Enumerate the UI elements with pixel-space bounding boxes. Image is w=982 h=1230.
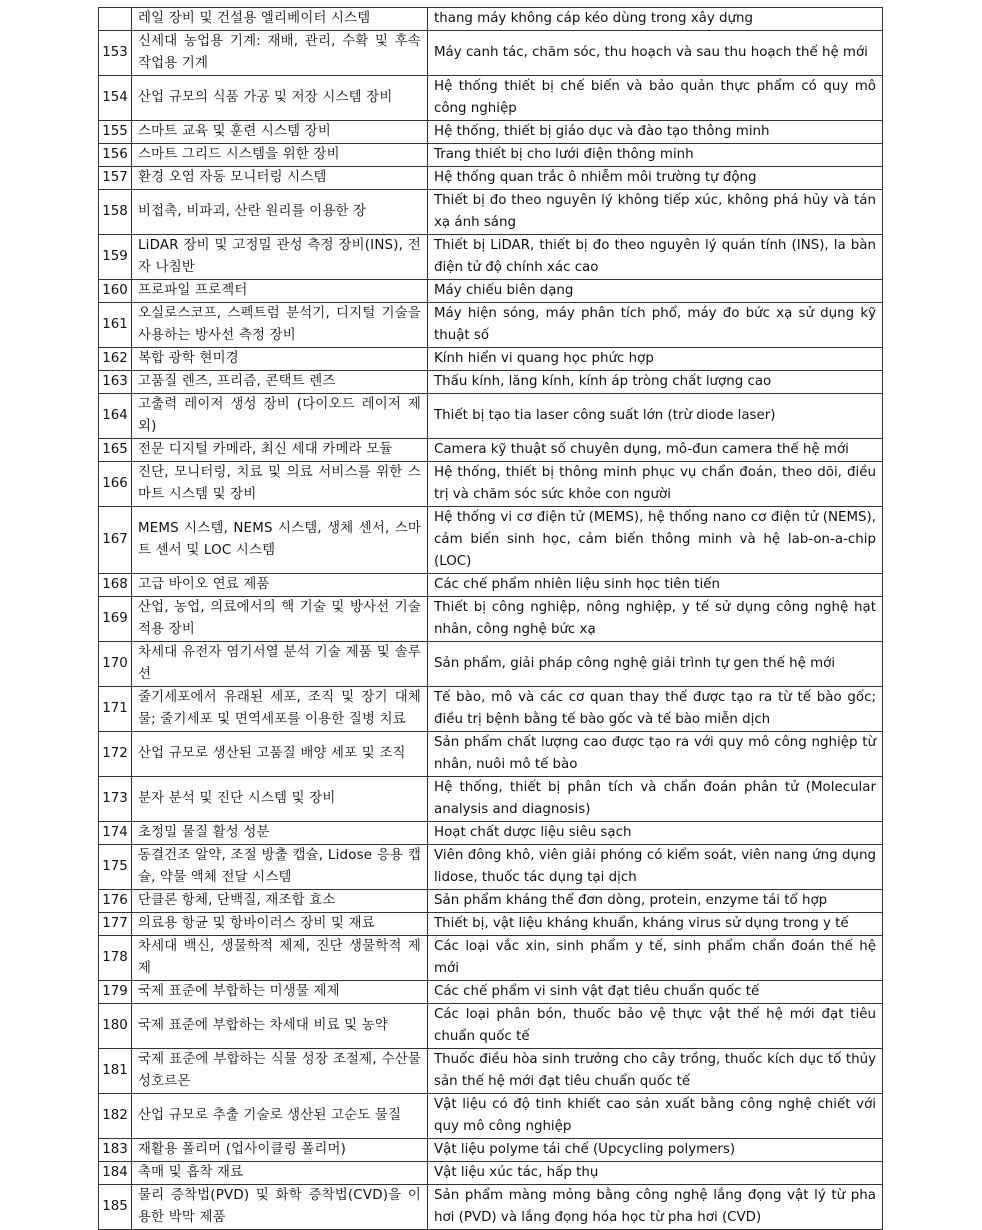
table-row [99,303,883,348]
table-row [99,687,883,732]
korean-description-cell: 산업 규모의 식품 가공 및 저장 시스템 장비 [132,76,428,121]
korean-description-cell: 촉매 및 흡착 재료 [132,1162,428,1185]
table-row [99,1094,883,1139]
korean-description-cell: 고품질 렌즈, 프리즘, 콘택트 렌즈 [132,371,428,394]
korean-description-cell: 프로파일 프로젝터 [132,280,428,303]
product-list-table [98,7,883,1230]
korean-description-cell: 고출력 레이저 생성 장비 (다이오드 레이저 제외) [132,394,428,439]
row-number-cell: 162 [99,348,132,371]
table-row [99,462,883,507]
korean-description-cell: 오실로스코프, 스펙트럼 분석기, 디지털 기술을 사용하는 방사선 측정 장비 [132,303,428,348]
vietnamese-description-cell: Các loại phân bón, thuốc bảo vệ thực vật thế hệ mới đạt tiêu chuẩn quốc tế [428,1004,883,1049]
vietnamese-description-cell: Các chế phẩm nhiên liệu sinh học tiên tiến [428,574,883,597]
vietnamese-description-cell: Hệ thống, thiết bị thông minh phục vụ chẩn đoán, theo dõi, điều trị và chăm sóc sức khỏe con người [428,462,883,507]
vietnamese-description-cell: Hệ thống thiết bị chế biến và bảo quản thực phẩm có quy mô công nghiệp [428,76,883,121]
korean-description-cell: 레일 장비 및 건설용 엘리베이터 시스템 [132,8,428,31]
vietnamese-description-cell: Thiết bị đo theo nguyên lý không tiếp xúc, không phá hủy và tán xạ ánh sáng [428,190,883,235]
table-row [99,1185,883,1230]
row-number-cell: 175 [99,845,132,890]
vietnamese-description-cell: Hệ thống, thiết bị giáo dục và đào tạo thông minh [428,121,883,144]
table-row [99,348,883,371]
vietnamese-description-cell: thang máy không cáp kéo dùng trong xây dựng [428,8,883,31]
korean-description-cell: 재활용 폴리머 (업사이클링 폴리머) [132,1139,428,1162]
row-number-cell: 165 [99,439,132,462]
vietnamese-description-cell: Thiết bị công nghiệp, nông nghiệp, y tế sử dụng công nghệ hạt nhân, công nghệ bức xạ [428,597,883,642]
korean-description-cell: 산업 규모로 생산된 고품질 배양 세포 및 조직 [132,732,428,777]
row-number-cell: 181 [99,1049,132,1094]
table-row [99,936,883,981]
row-number-cell: 182 [99,1094,132,1139]
korean-description-cell: 진단, 모니터링, 치료 및 의료 서비스를 위한 스마트 시스템 및 장비 [132,462,428,507]
row-number-cell: 163 [99,371,132,394]
vietnamese-description-cell: Hệ thống quan trắc ô nhiễm môi trường tự động [428,167,883,190]
row-number-cell [99,8,132,31]
vietnamese-description-cell: Kính hiển vi quang học phức hợp [428,348,883,371]
korean-description-cell: 고급 바이오 연료 제품 [132,574,428,597]
row-number-cell: 161 [99,303,132,348]
table-row [99,371,883,394]
row-number-cell: 155 [99,121,132,144]
table-row [99,822,883,845]
table-row [99,574,883,597]
table-row [99,845,883,890]
table-body [99,8,883,1230]
table-row [99,167,883,190]
row-number-cell: 158 [99,190,132,235]
korean-description-cell: 차세대 백신, 생물학적 제제, 진단 생물학적 제제 [132,936,428,981]
table-row [99,732,883,777]
korean-description-cell: 분자 분석 및 진단 시스템 및 장비 [132,777,428,822]
table-row [99,280,883,303]
vietnamese-description-cell: Thiết bị tạo tia laser công suất lớn (trừ diode laser) [428,394,883,439]
vietnamese-description-cell: Viên đông khô, viên giải phóng có kiểm soát, viên nang ứng dụng lidose, thuốc tác dụng tại dịch [428,845,883,890]
table-row [99,597,883,642]
row-number-cell: 164 [99,394,132,439]
korean-description-cell: 국제 표준에 부합하는 차세대 비료 및 농약 [132,1004,428,1049]
row-number-cell: 167 [99,507,132,574]
korean-description-cell: MEMS 시스템, NEMS 시스템, 생체 센서, 스마트 센서 및 LOC 시스템 [132,507,428,574]
korean-description-cell: 산업 규모로 추출 기술로 생산된 고순도 물질 [132,1094,428,1139]
vietnamese-description-cell: Các chế phẩm vi sinh vật đạt tiêu chuẩn quốc tế [428,981,883,1004]
table-row [99,8,883,31]
table-row [99,31,883,76]
row-number-cell: 153 [99,31,132,76]
row-number-cell: 171 [99,687,132,732]
row-number-cell: 159 [99,235,132,280]
row-number-cell: 179 [99,981,132,1004]
row-number-cell: 178 [99,936,132,981]
row-number-cell: 174 [99,822,132,845]
row-number-cell: 157 [99,167,132,190]
vietnamese-description-cell: Thiết bị LiDAR, thiết bị đo theo nguyên lý quán tính (INS), la bàn điện tử độ chính xác cao [428,235,883,280]
korean-description-cell: 동결건조 알약, 조절 방출 캡슐, Lidose 응용 캡슐, 약물 액체 전달 시스템 [132,845,428,890]
row-number-cell: 170 [99,642,132,687]
korean-description-cell: 산업, 농업, 의료에서의 핵 기술 및 방사선 기술 적용 장비 [132,597,428,642]
row-number-cell: 177 [99,913,132,936]
korean-description-cell: 복합 광학 현미경 [132,348,428,371]
vietnamese-description-cell: Sản phẩm kháng thể đơn dòng, protein, enzyme tái tổ hợp [428,890,883,913]
vietnamese-description-cell: Vật liệu polyme tái chế (Upcycling polymers) [428,1139,883,1162]
row-number-cell: 169 [99,597,132,642]
vietnamese-description-cell: Vật liệu có độ tinh khiết cao sản xuất bằng công nghệ chiết với quy mô công nghiệp [428,1094,883,1139]
vietnamese-description-cell: Sản phẩm, giải pháp công nghệ giải trình tự gen thế hệ mới [428,642,883,687]
row-number-cell: 184 [99,1162,132,1185]
vietnamese-description-cell: Trang thiết bị cho lưới điện thông minh [428,144,883,167]
table-row [99,913,883,936]
korean-description-cell: 환경 오염 자동 모니터링 시스템 [132,167,428,190]
table-row [99,777,883,822]
korean-description-cell: 의료용 항균 및 항바이러스 장비 및 재료 [132,913,428,936]
vietnamese-description-cell: Vật liệu xúc tác, hấp thụ [428,1162,883,1185]
row-number-cell: 173 [99,777,132,822]
vietnamese-description-cell: Thiết bị, vật liệu kháng khuẩn, kháng virus sử dụng trong y tế [428,913,883,936]
korean-description-cell: 신세대 농업용 기계: 재배, 관리, 수확 및 후속 작업용 기계 [132,31,428,76]
korean-description-cell: LiDAR 장비 및 고정밀 관성 측정 장비(INS), 전자 나침반 [132,235,428,280]
vietnamese-description-cell: Tế bào, mô và các cơ quan thay thế được tạo ra từ tế bào gốc; điều trị bệnh bằng tế bào gốc và tế bào miễn dịch [428,687,883,732]
table-row [99,1004,883,1049]
row-number-cell: 168 [99,574,132,597]
vietnamese-description-cell: Hệ thống, thiết bị phân tích và chẩn đoán phân tử (Molecular analysis and diagnosis) [428,777,883,822]
vietnamese-description-cell: Máy canh tác, chăm sóc, thu hoạch và sau thu hoạch thế hệ mới [428,31,883,76]
korean-description-cell: 국제 표준에 부합하는 미생물 제제 [132,981,428,1004]
vietnamese-description-cell: Sản phẩm màng mỏng bằng công nghệ lắng đọng vật lý từ pha hơi (PVD) và lắng đọng hóa học từ pha hơi (CVD) [428,1185,883,1230]
vietnamese-description-cell: Sản phẩm chất lượng cao được tạo ra với quy mô công nghiệp từ nhân, nuôi mô tế bào [428,732,883,777]
table-row [99,235,883,280]
table-row [99,144,883,167]
korean-description-cell: 초정밀 물질 활성 성분 [132,822,428,845]
vietnamese-description-cell: Máy chiếu biên dạng [428,280,883,303]
row-number-cell: 172 [99,732,132,777]
table-row [99,507,883,574]
row-number-cell: 185 [99,1185,132,1230]
table-row [99,121,883,144]
table-row [99,1162,883,1185]
row-number-cell: 166 [99,462,132,507]
korean-description-cell: 스마트 교육 및 훈련 시스템 장비 [132,121,428,144]
row-number-cell: 183 [99,1139,132,1162]
row-number-cell: 154 [99,76,132,121]
vietnamese-description-cell: Các loại vắc xin, sinh phẩm y tế, sinh phẩm chẩn đoán thế hệ mới [428,936,883,981]
korean-description-cell: 줄기세포에서 유래된 세포, 조직 및 장기 대체물; 줄기세포 및 면역세포를 이용한 질병 치료 [132,687,428,732]
table-row [99,981,883,1004]
vietnamese-description-cell: Máy hiện sóng, máy phân tích phổ, máy đo bức xạ sử dụng kỹ thuật số [428,303,883,348]
table-row [99,1049,883,1094]
korean-description-cell: 스마트 그리드 시스템을 위한 장비 [132,144,428,167]
table-row [99,1139,883,1162]
korean-description-cell: 차세대 유전자 염기서열 분석 기술 제품 및 솔루션 [132,642,428,687]
table-row [99,439,883,462]
vietnamese-description-cell: Thấu kính, lăng kính, kính áp tròng chất lượng cao [428,371,883,394]
korean-description-cell: 단클론 항체, 단백질, 재조합 효소 [132,890,428,913]
table-row [99,190,883,235]
row-number-cell: 176 [99,890,132,913]
vietnamese-description-cell: Hoạt chất dược liệu siêu sạch [428,822,883,845]
row-number-cell: 156 [99,144,132,167]
table-row [99,890,883,913]
korean-description-cell: 국제 표준에 부합하는 식물 성장 조절제, 수산물 성호르몬 [132,1049,428,1094]
table-row [99,76,883,121]
row-number-cell: 180 [99,1004,132,1049]
table-row [99,642,883,687]
korean-description-cell: 전문 디지털 카메라, 최신 세대 카메라 모듈 [132,439,428,462]
korean-description-cell: 물리 증착법(PVD) 및 화학 증착법(CVD)을 이용한 박막 제품 [132,1185,428,1230]
vietnamese-description-cell: Camera kỹ thuật số chuyên dụng, mô-đun camera thế hệ mới [428,439,883,462]
vietnamese-description-cell: Hệ thống vi cơ điện tử (MEMS), hệ thống nano cơ điện tử (NEMS), cảm biến sinh học, cảm biến thông minh và hệ lab-on-a-chip (LOC) [428,507,883,574]
row-number-cell: 160 [99,280,132,303]
korean-description-cell: 비접촉, 비파괴, 산란 원리를 이용한 장 [132,190,428,235]
table-row [99,394,883,439]
vietnamese-description-cell: Thuốc điều hòa sinh trưởng cho cây trồng, thuốc kích dục tố thủy sản thế hệ mới đạt tiêu chuẩn quốc tế [428,1049,883,1094]
